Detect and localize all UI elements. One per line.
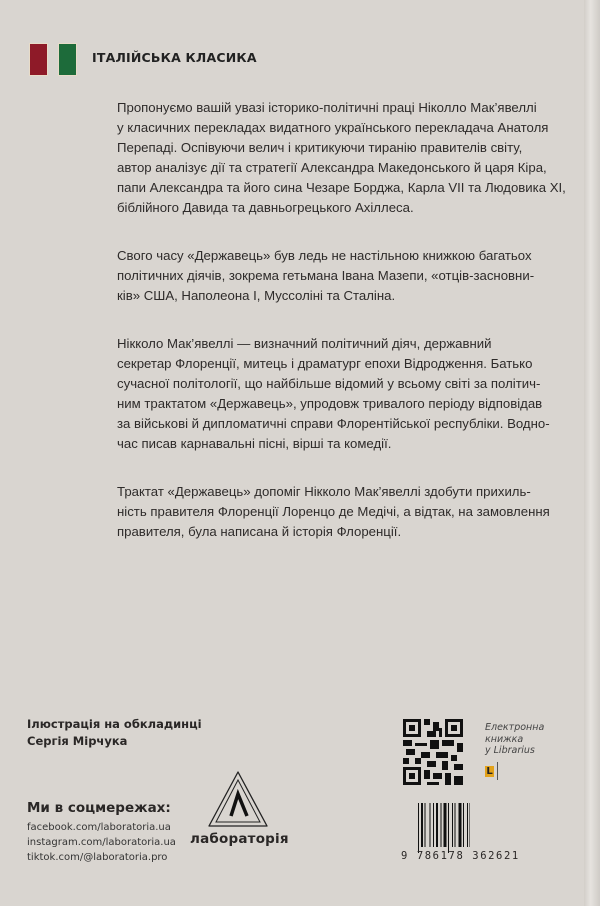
- barcode-bar: [458, 803, 461, 847]
- flag-green-stripe: [58, 43, 77, 76]
- librarius-logo-bar: [497, 762, 498, 780]
- credit-line: Ілюстрація на обкладинці: [27, 717, 202, 731]
- text-line: Трактат «Державець» допоміг Нікколо Мак’явеллі здобути прихиль-: [117, 484, 531, 499]
- barcode-bar: [425, 803, 426, 847]
- description: [117, 98, 577, 570]
- text-line: Свого часу «Державець» був ледь не настільною книжкою багатьох: [117, 248, 532, 263]
- text-line: секретар Флоренції, митець і драматург епохи Відродження. Батько: [117, 356, 533, 371]
- publisher-logo-icon: [205, 768, 271, 834]
- qr-code-icon[interactable]: [403, 718, 463, 786]
- barcode-bar: [455, 803, 456, 847]
- illustration-credit: [27, 716, 202, 750]
- barcode-bar: [448, 803, 449, 853]
- ebook-note: [485, 722, 544, 757]
- text-line: за військові й дипломатичні справи Флорентійської республіки. Водно-: [117, 416, 550, 431]
- text-line: час писав карнавальні пісні, вірші та комедії.: [117, 436, 392, 451]
- book-spine-edge: [584, 0, 600, 906]
- text-line: сучасної політології, що найбільше відомий у всьому світі за політич-: [117, 376, 541, 391]
- text-line: Пропонуємо вашій увазі історико-політичні праці Ніколло Мак’явеллі: [117, 100, 537, 115]
- barcode-bar: [463, 803, 464, 847]
- facebook-link[interactable]: facebook.com/laboratoria.ua: [27, 822, 171, 833]
- text-line: у класичних перекладах видатного українського перекладача Анатоля: [117, 120, 549, 135]
- barcode-bar: [421, 803, 423, 847]
- barcode-bar: [452, 803, 453, 847]
- tiktok-link[interactable]: tiktok.com/@laboratoria.pro: [27, 852, 168, 863]
- barcode-bar: [429, 803, 430, 847]
- ebook-line: книжка: [485, 733, 524, 745]
- flag-red-stripe: [29, 43, 48, 76]
- paragraph-3: [117, 334, 577, 454]
- credit-name: Сергія Мірчука: [27, 734, 128, 748]
- text-line: біблійного Давида та давньогрецького Ахіллеса.: [117, 200, 414, 215]
- barcode-bar: [418, 803, 419, 853]
- paragraph-4: [117, 482, 577, 542]
- barcode-bar: [436, 803, 438, 847]
- text-line: правителя, була написана й історія Флоренції.: [117, 524, 402, 539]
- ebook-line: у Librarius: [485, 745, 535, 756]
- paragraph-2: [117, 246, 577, 306]
- text-line: політичних діячів, зокрема гетьмана Івана Мазепи, «отців-засновни-: [117, 268, 535, 283]
- text-line: ним трактатом «Державець», упродовж тривалого періоду відповідав: [117, 396, 543, 411]
- text-line: ків» США, Наполеона І, Муссоліні та Сталіна.: [117, 288, 396, 303]
- barcode-bar: [467, 803, 468, 847]
- instagram-link[interactable]: instagram.com/laboratoria.ua: [27, 837, 176, 848]
- series-title: ІТАЛІЙСЬКА КЛАСИКА: [92, 50, 257, 65]
- text-line: Нікколо Мак’явеллі — визначний політичний діяч, державний: [117, 336, 492, 351]
- text-line: Перепаді. Оспівуючи велич і критикуючи тиранію правителів світу,: [117, 140, 523, 155]
- isbn-number: 9 786178 362621: [401, 850, 520, 862]
- text-line: папи Александра та його сина Чезаре Борджа, Карла VII та Людовика XI,: [117, 180, 566, 195]
- social-heading: Ми в соцмережах:: [27, 800, 171, 816]
- barcode-bar: [433, 803, 434, 847]
- barcode-bar: [443, 803, 446, 847]
- social-links: [27, 820, 176, 865]
- paragraph-1: [117, 98, 577, 218]
- barcode-bar: [441, 803, 442, 847]
- publisher-name: лабораторія: [190, 831, 289, 847]
- librarius-logo-icon: L: [486, 766, 493, 777]
- text-line: автор аналізує дії та стратегії Александра Македонського й царя Кіра,: [117, 160, 547, 175]
- barcode-icon: [418, 803, 470, 853]
- text-line: ність правителя Флоренції Лоренцо де Медічі, а відтак, на замовлення: [117, 504, 550, 519]
- ebook-line: Електронна: [485, 722, 545, 733]
